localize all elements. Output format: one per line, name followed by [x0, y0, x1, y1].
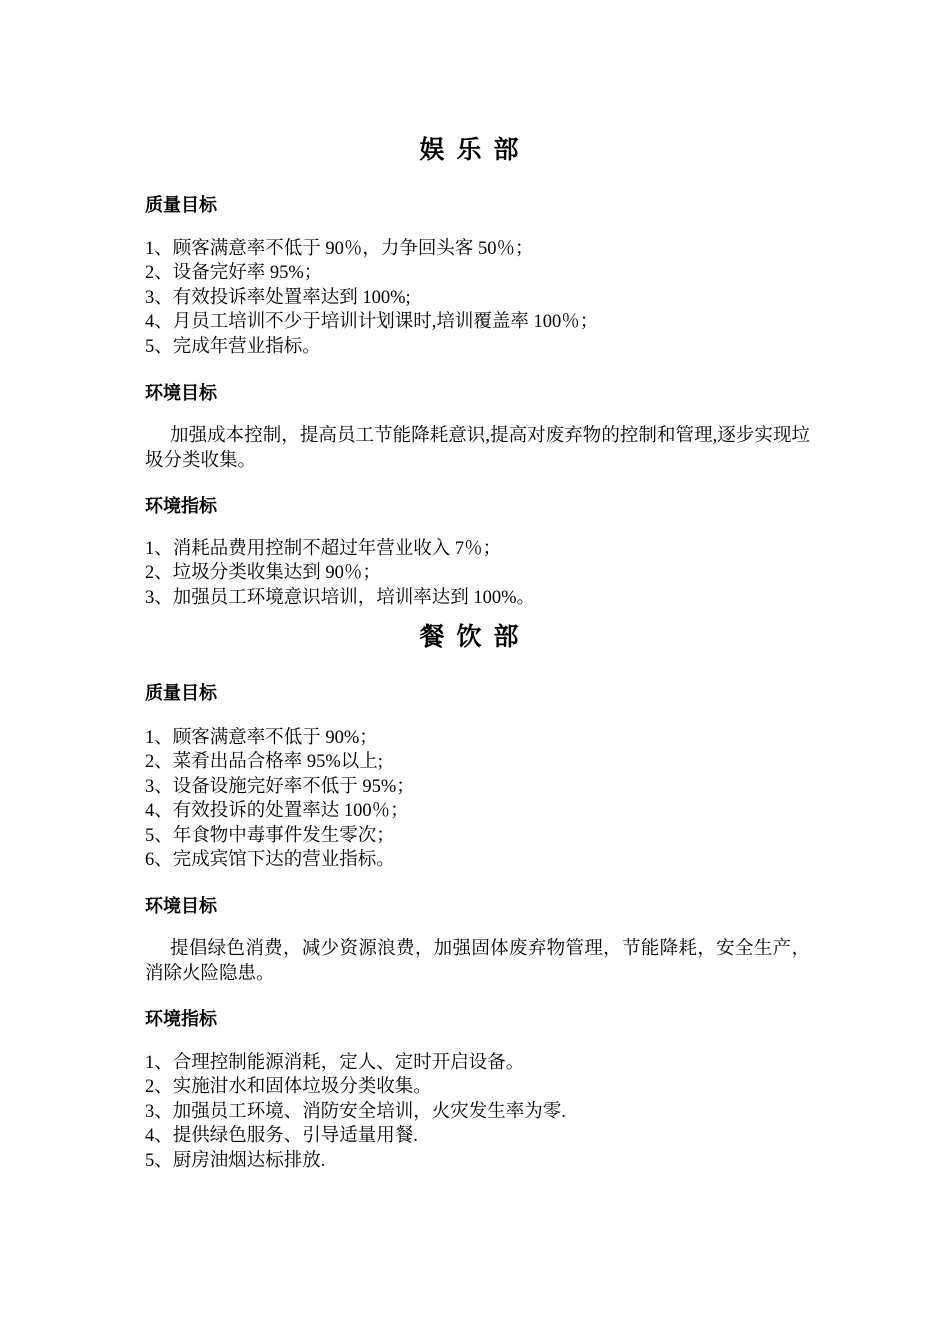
list-item: 3、设备设施完好率不低于 95%； — [145, 776, 415, 797]
list-item: 5、厨房油烟达标排放. — [145, 1150, 326, 1171]
list-item: 4、提供绿色服务、引导适量用餐. — [145, 1126, 418, 1147]
list-item: 4、月员工培训不少于培训计划课时,培训覆盖率 100％； — [145, 312, 599, 333]
list-item: 5、完成年营业指标。 — [145, 336, 321, 357]
catering-quality-heading: 质量目标 — [145, 683, 217, 704]
list-item: 3、加强员工环境、消防安全培训，火灾发生率为零. — [145, 1101, 566, 1122]
list-item: 6、完成宾馆下达的营业指标。 — [145, 850, 395, 871]
list-item: 1、合理控制能源消耗，定人、定时开启设备。 — [145, 1053, 525, 1073]
entertainment-env-index-list — [145, 537, 535, 610]
list-item: 2、设备完好率 95%； — [145, 263, 323, 284]
list-item: 4、有效投诉的处置率达 100％； — [145, 801, 409, 822]
catering-title: 餐饮部 — [419, 622, 531, 651]
catering-env-goal-heading: 环境目标 — [145, 896, 217, 917]
entertainment-env-goal-heading: 环境目标 — [145, 383, 217, 404]
list-item: 5、年食物中毒事件发生零次； — [145, 825, 395, 846]
entertainment-quality-list — [145, 237, 598, 359]
catering-env-index-heading: 环境指标 — [145, 1009, 217, 1030]
list-item: 1、顾客满意率不低于 90％，力争回头客 50％； — [145, 239, 534, 259]
list-item: 3、有效投诉率处置率达到 100%; — [145, 287, 411, 308]
entertainment-env-goal-text: 加强成本控制，提高员工节能降耗意识,提高对废弃物的控制和管理,逐步实现垃圾分类收集。 — [145, 426, 810, 471]
catering-quality-list — [145, 726, 415, 872]
list-item: 1、消耗品费用控制不超过年营业收入 7％； — [145, 539, 502, 559]
entertainment-quality-heading: 质量目标 — [145, 195, 217, 216]
catering-env-index-list — [145, 1051, 566, 1173]
list-item: 1、顾客满意率不低于 90%； — [145, 728, 378, 748]
list-item: 2、实施泔水和固体垃圾分类收集。 — [145, 1077, 432, 1098]
list-item: 2、菜肴出品合格率 95%以上; — [145, 752, 383, 773]
list-item: 3、加强员工环境意识培训，培训率达到 100%。 — [145, 587, 536, 608]
entertainment-title: 娱乐部 — [419, 135, 531, 164]
entertainment-env-index-heading: 环境指标 — [145, 496, 217, 517]
catering-env-goal-text: 提倡绿色消费，减少资源浪费，加强固体废弃物管理，节能降耗，安全生产，消除火险隐患。 — [145, 939, 810, 984]
list-item: 2、垃圾分类收集达到 90％； — [145, 563, 381, 584]
